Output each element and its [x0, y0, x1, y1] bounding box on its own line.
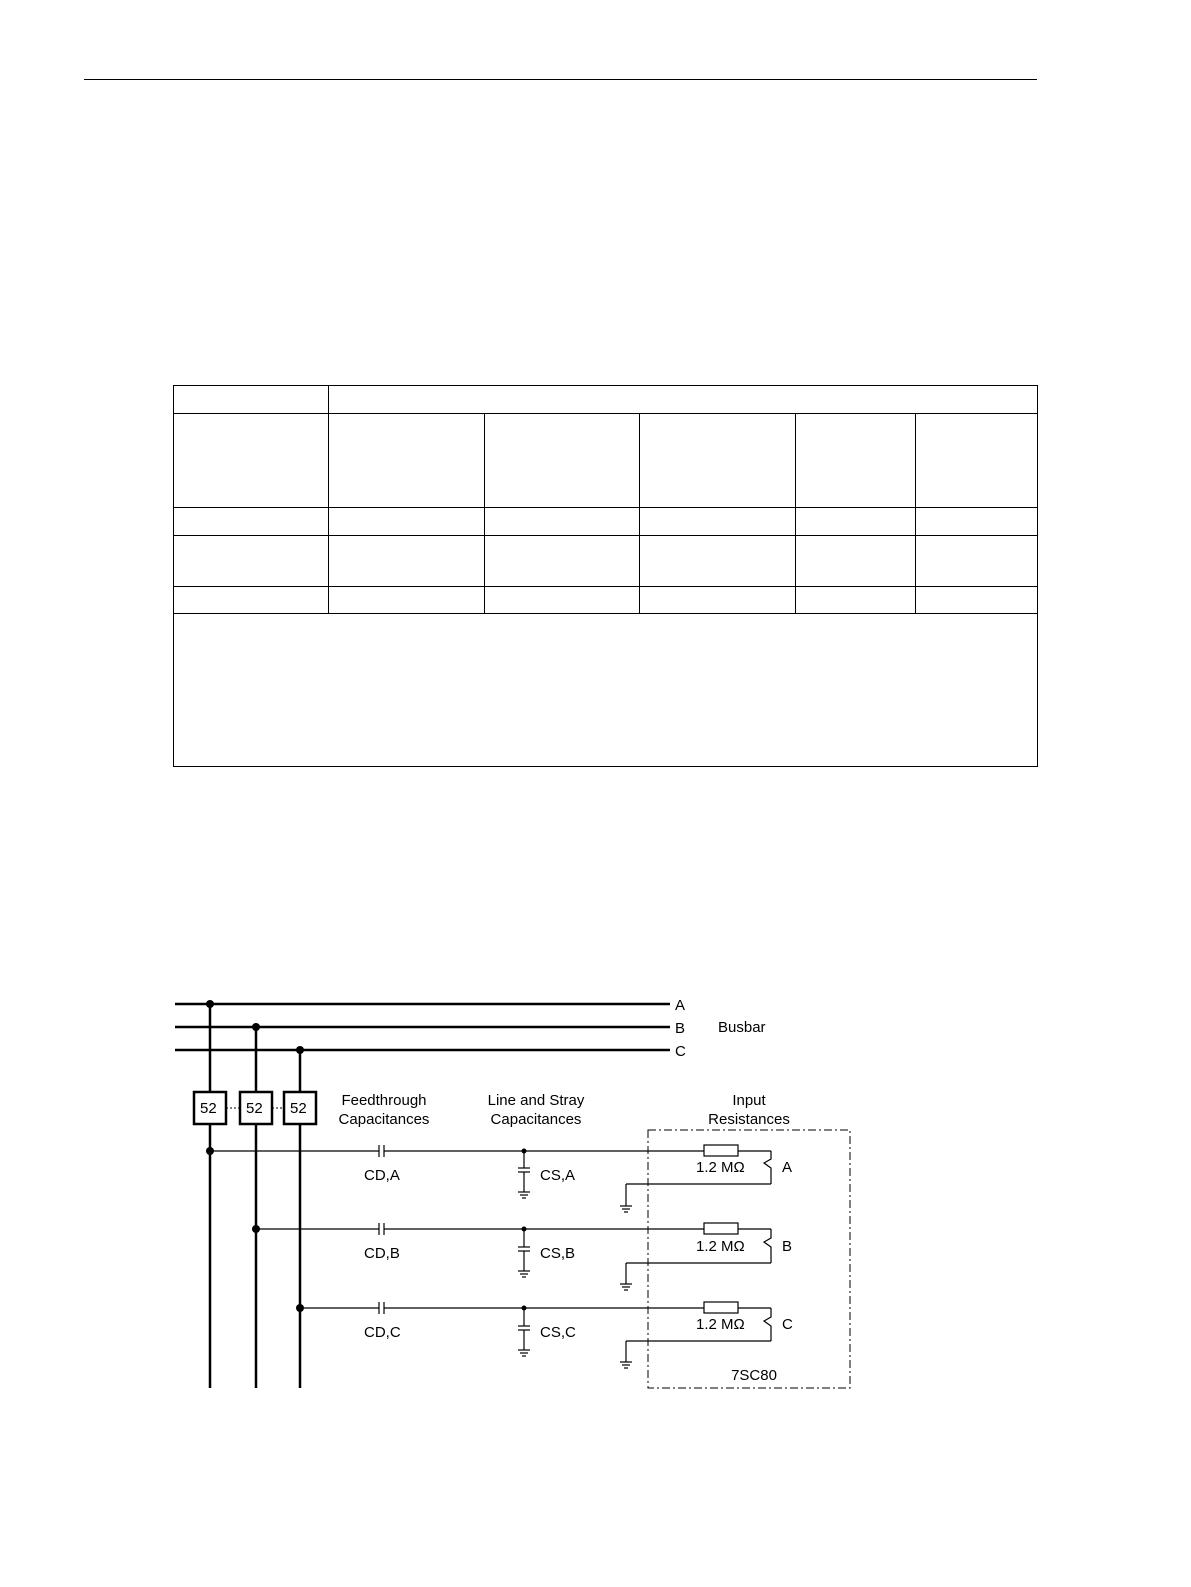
input-heading-2: Resistances [708, 1111, 790, 1128]
phase-b-circuit [256, 1223, 771, 1290]
stray-node-a [522, 1149, 527, 1154]
cs-label-a: CS,A [540, 1167, 576, 1184]
cd-label-b: CD,B [364, 1245, 400, 1262]
busbar-label: Busbar [718, 1019, 766, 1036]
resistor-label-a: 1.2 MΩ [696, 1159, 745, 1176]
phase-label-a: A [675, 997, 686, 1014]
input-label-b: B [782, 1238, 793, 1255]
input-label-a: A [782, 1159, 793, 1176]
input-heading-1: Input [732, 1092, 766, 1109]
breakers [194, 1092, 316, 1124]
resistor-label-b: 1.2 MΩ [696, 1238, 745, 1255]
phase-a-circuit [210, 1145, 771, 1212]
input-label-c: C [782, 1316, 793, 1333]
breaker-label-a: 52 [200, 1100, 217, 1117]
device-label: 7SC80 [731, 1367, 777, 1384]
phase-label-b: B [675, 1020, 686, 1037]
stray-node-c [522, 1306, 527, 1311]
phase-label-c: C [675, 1043, 686, 1060]
feedthrough-heading-1: Feedthrough [341, 1092, 427, 1109]
breaker-label-c: 52 [290, 1100, 307, 1117]
cd-label-c: CD,C [364, 1324, 401, 1341]
stray-node-b [522, 1227, 527, 1232]
device-boundary [648, 1130, 850, 1388]
feedthrough-heading-2: Capacitances [338, 1111, 430, 1128]
busbar-lines [175, 1004, 670, 1050]
breaker-label-b: 52 [246, 1100, 263, 1117]
feeder-lines [210, 1004, 300, 1388]
cd-label-a: CD,A [364, 1167, 400, 1184]
stray-heading-1: Line and Stray [487, 1092, 585, 1109]
cs-label-b: CS,B [540, 1245, 576, 1262]
resistor-label-c: 1.2 MΩ [696, 1316, 745, 1333]
cs-label-c: CS,C [540, 1324, 576, 1341]
stray-heading-2: Capacitances [490, 1111, 582, 1128]
